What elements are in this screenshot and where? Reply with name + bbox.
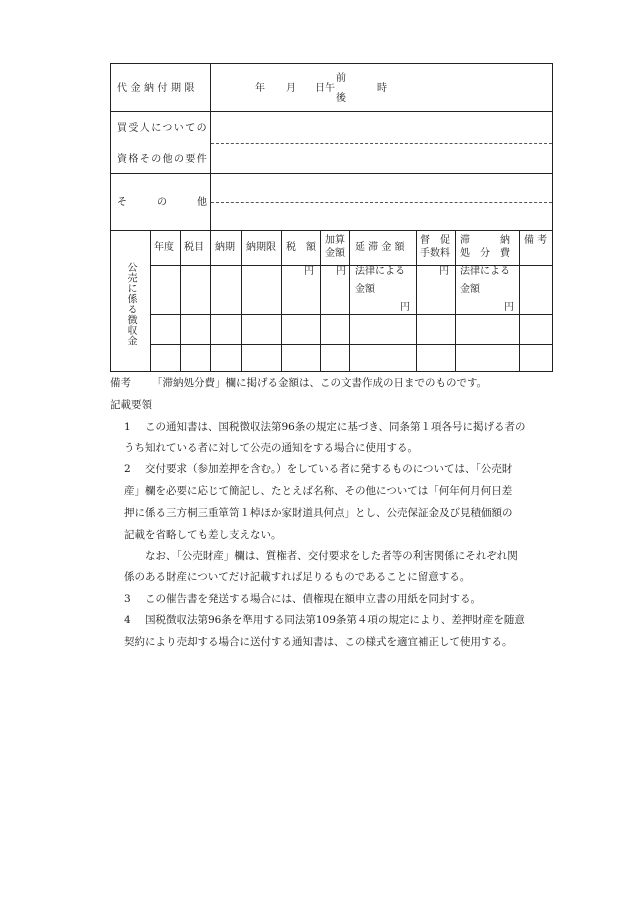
item-2-number: 2 — [124, 463, 131, 475]
public-sale-notice-form — [110, 63, 553, 372]
row-divider — [111, 111, 552, 112]
remarks-label: 備考 — [110, 377, 131, 389]
other-label-char3: 他 — [197, 197, 207, 208]
item-2-line1: 交付要求（参加差押を含む。）をしている者に発するものについては、「公売財 — [145, 463, 513, 475]
col-arrears-line2: 処 分 費 — [460, 248, 510, 259]
am-pm-label: 午 — [325, 83, 335, 94]
col-payment-period: 納期 — [215, 242, 235, 253]
public-sale-tax-label: 公売に係る徴収金 — [125, 262, 136, 346]
column-divider — [241, 230, 242, 372]
other-label-char1: そ — [117, 197, 127, 208]
column-divider — [210, 230, 211, 372]
item-2-line4: 記載を省略しても差し支えない。 — [124, 529, 282, 541]
item-1-line1: この通知書は、国税徴収法第96条の規定に基づき、同条第１項各号に掲げる者の — [145, 421, 526, 433]
item-2-line5: なお、「公売財産」欄は、質権者、交付要求をした者等の利害関係にそれぞれ関 — [145, 550, 518, 562]
column-divider — [281, 230, 282, 372]
year-unit: 年 — [255, 83, 265, 94]
column-divider — [349, 230, 350, 372]
col-delinquency: 延 滞 金 額 — [355, 242, 405, 253]
yen-demand-fee: 円 — [439, 266, 449, 277]
remarks-text: 「滞納処分費」欄に掲げる金額は、この文書作成の日までのものです。 — [152, 377, 488, 389]
yen-surcharge: 円 — [336, 266, 346, 277]
col-tax-amount: 税 額 — [286, 242, 316, 253]
col-year: 年度 — [154, 242, 174, 253]
entry-guidelines-heading: 記載要領 — [110, 399, 152, 411]
row-divider — [111, 230, 552, 231]
dashed-line — [211, 202, 552, 203]
yen-tax-amount: 円 — [304, 266, 314, 277]
item-3-line1: この催告書を発送する場合には、債権現在額申立書の用紙を同封する。 — [145, 593, 481, 605]
buyer-requirements-label-line1: 買受人についての — [117, 123, 208, 134]
column-divider — [416, 230, 417, 372]
item-4-line2: 契約により売却する場合に送付する通知書は、この様式を適宜補正して使用する。 — [124, 636, 513, 648]
am-option: 前 — [336, 73, 346, 84]
item-1-number: 1 — [124, 421, 131, 433]
item-1-line2: うち知れている者に対して公売の通知をする場合に使用する。 — [124, 442, 418, 454]
payment-deadline-label: 代金納付期限 — [117, 83, 198, 94]
label-column-divider — [210, 64, 211, 230]
col-demand-fee-line1: 督 促 — [420, 235, 450, 246]
other-label-char2: の — [157, 197, 167, 208]
month-unit: 月 — [286, 83, 296, 94]
column-divider — [320, 230, 321, 372]
yen-delinquency: 円 — [400, 302, 410, 313]
item-2-line3: 押に係る三方桐三重箪笥１棹ほか家財道具何点」とし、公売保証金及び見積価額の — [124, 507, 513, 519]
item-4-number: 4 — [124, 614, 131, 626]
column-divider — [150, 230, 151, 372]
column-divider — [180, 230, 181, 372]
col-surcharge-line1: 加算 — [325, 235, 345, 246]
yen-arrears: 円 — [504, 302, 514, 313]
pm-option: 後 — [336, 93, 346, 104]
delinquency-amount: 金額 — [355, 284, 375, 295]
column-divider — [519, 230, 520, 372]
item-3-number: 3 — [124, 593, 131, 605]
item-2-line6: 係のある財産についてだけ記載すれば足りるものであることに留意する。 — [124, 571, 471, 583]
dashed-line — [211, 143, 552, 144]
item-4-line1: 国税徴収法第96条を準用する同法第109条第４項の規定により、差押財産を随意 — [145, 614, 525, 626]
col-surcharge-line2: 金額 — [325, 248, 345, 259]
delinquency-by-law: 法律による — [355, 266, 405, 277]
col-due-date: 納期限 — [246, 242, 276, 253]
col-tax-item: 税目 — [184, 242, 204, 253]
col-demand-fee-line2: 手数料 — [420, 248, 450, 259]
col-remarks: 備 考 — [524, 235, 548, 246]
column-divider — [455, 230, 456, 372]
arrears-amount: 金額 — [460, 284, 480, 295]
buyer-requirements-label-line2: 資格その他の要件 — [117, 154, 209, 165]
hour-unit: 時 — [377, 83, 387, 94]
item-2-line2: 産」欄を必要に応じて簡記し、たとえば名称、その他については「何年何月何日差 — [124, 485, 513, 497]
row-divider — [111, 173, 552, 174]
col-arrears-line1: 滞 納 — [460, 235, 510, 246]
day-unit: 日 — [315, 83, 325, 94]
arrears-by-law: 法律による — [460, 266, 510, 277]
